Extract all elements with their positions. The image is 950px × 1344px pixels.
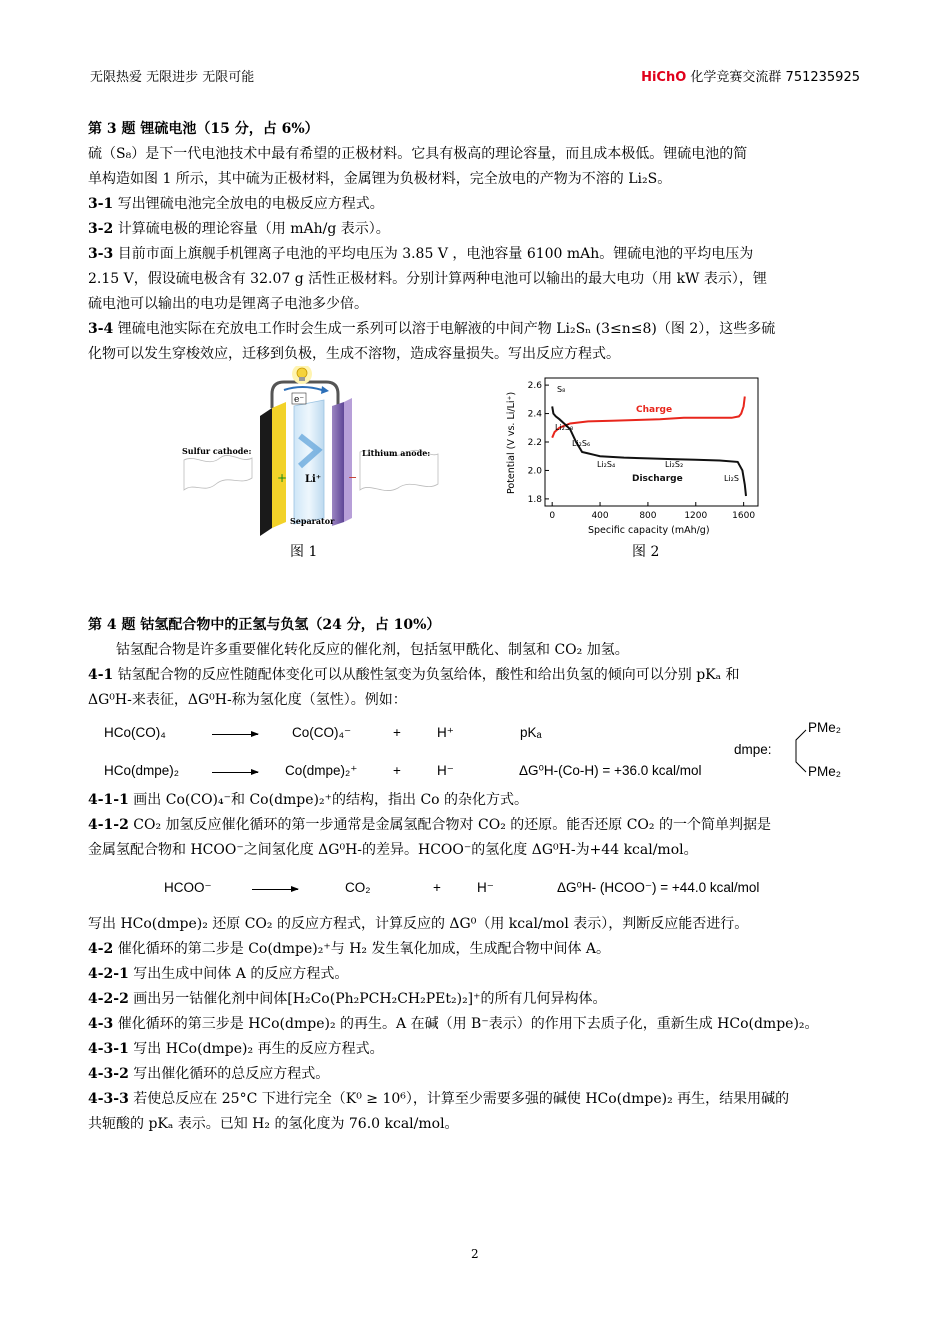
eq3-arrow bbox=[252, 889, 298, 890]
eq1-reactant: HCo(CO)₄ bbox=[104, 725, 166, 740]
x-tick-label: 800 bbox=[639, 511, 657, 521]
q4-3 bbox=[88, 1012, 864, 1037]
q4-3-3-line-2: 共轭酸的 pKₐ 表示。已知 H₂ 的氢化度为 76.0 kcal/mol。 bbox=[88, 1116, 459, 1132]
q4-2-text: 催化循环的第二步是 Co(dmpe)₂⁺与 H₂ 发生氧化加成，生成配合物中间体 A。 bbox=[113, 941, 611, 957]
q4-1-1-label: 4-1-1 bbox=[88, 792, 129, 808]
eq2-reactant: HCo(dmpe)₂ bbox=[104, 763, 180, 778]
chart-y-axis-label: Potential (V vs. Li/Li⁺) bbox=[506, 391, 517, 494]
q4-1-text: 钴氢配合物的反应性随配体变化可以从酸性氢变为负氢给体，酸性和给出负氢的倾向可以分别 pKₐ 和 bbox=[113, 667, 740, 683]
q3-3-line-3: 硫电池可以输出的电功是锂离子电池多少倍。 bbox=[88, 296, 368, 312]
anode-purple-layer bbox=[332, 402, 344, 526]
dmpe-top-group: PMe₂ bbox=[808, 720, 841, 735]
q3-1-label: 3-1 bbox=[88, 196, 114, 212]
q4-2 bbox=[88, 937, 864, 962]
q4-2-1-label: 4-2-1 bbox=[88, 966, 129, 982]
q4-3-2-text: 写出催化循环的总反应方程式。 bbox=[128, 1066, 330, 1082]
q4-3-label: 4-3 bbox=[88, 1016, 114, 1032]
q3-intro-line-1: 硫（S₈）是下一代电池技术中最有希望的正极材料。它具有极高的理论容量，而且成本极低。锂硫电池的简 bbox=[88, 146, 748, 162]
eq2-plus: + bbox=[393, 763, 401, 778]
q3-2-text: 计算硫电极的理论容量（用 mAh/g 表示）。 bbox=[113, 221, 390, 237]
q3-4-text: 锂硫电池实际在充放电工作时会生成一系列可以溶于电解液的中间产物 Li₂Sₙ (3≤n≤8)（图 2），这些多硫 bbox=[113, 321, 776, 337]
eq1-measure: pKₐ bbox=[520, 725, 542, 740]
eq2-product: Co(dmpe)₂⁺ bbox=[285, 763, 358, 778]
q4-1-1 bbox=[88, 788, 864, 813]
question-3 bbox=[88, 117, 864, 367]
eq1-product: Co(CO)₄⁻ bbox=[292, 725, 352, 740]
chart-x-axis-label: Specific capacity (mAh/g) bbox=[588, 525, 710, 536]
q4-2-2 bbox=[88, 987, 864, 1012]
minus-sign: − bbox=[348, 471, 358, 484]
y-tick-label: 2.6 bbox=[527, 381, 542, 392]
eq2-measure: ΔG⁰H-(Co-H) = +36.0 kcal/mol bbox=[519, 763, 702, 778]
species-s8: S₈ bbox=[557, 385, 566, 394]
q3-3-line-1 bbox=[88, 242, 864, 267]
charge-label: Charge bbox=[636, 405, 673, 415]
q3-title: 第 3 题 锂硫电池（15 分，占 6%） bbox=[88, 121, 319, 137]
cathode-black-layer bbox=[260, 408, 272, 536]
q3-3-text: 目前市面上旗舰手机锂离子电池的平均电压为 3.85 V ，电池容量 6100 mAh。锂硫电池的平均电压为 bbox=[113, 246, 754, 262]
species-li2s4: Li₂S₄ bbox=[597, 460, 616, 469]
q4-2-1-text: 写出生成中间体 A 的反应方程式。 bbox=[128, 966, 349, 982]
x-tick-label: 400 bbox=[591, 511, 609, 521]
y-tick-label: 1.8 bbox=[527, 494, 542, 505]
electron-arrow bbox=[284, 387, 322, 390]
eq3-plus: + bbox=[433, 880, 441, 895]
q4-1-line-1 bbox=[88, 663, 864, 688]
q3-4-line-2: 化物可以发生穿梭效应，迁移到负极，生成不溶物，造成容量损失。写出反应方程式。 bbox=[88, 346, 620, 362]
q4-3-3-line-1 bbox=[88, 1087, 864, 1112]
q4-3-text: 催化循环的第三步是 HCo(dmpe)₂ 的再生。A 在碱（用 B⁻表示）的作用下去质子化，重新生成 HCo(dmpe)₂。 bbox=[113, 1016, 819, 1032]
light-bulb bbox=[297, 368, 307, 378]
x-tick-label: 0 bbox=[549, 511, 556, 521]
eq1-plus: + bbox=[393, 725, 401, 740]
q3-2-label: 3-2 bbox=[88, 221, 114, 237]
y-tick-label: 2.0 bbox=[527, 466, 542, 477]
eq2-arrow bbox=[212, 772, 258, 773]
eq2-coproduct: H⁻ bbox=[437, 763, 454, 778]
species-li2s2: Li₂S₂ bbox=[665, 460, 684, 469]
q3-intro-line-2: 单构造如图 1 所示，其中硫为正极材料，金属锂为负极材料，完全放电的产物为不溶的 Li₂S。 bbox=[88, 171, 672, 187]
q4-1-1-text: 画出 Co(CO)₄⁻和 Co(dmpe)₂⁺的结构，指出 Co 的杂化方式。 bbox=[128, 792, 529, 808]
species-li2s8: Li₂S₈ bbox=[555, 423, 574, 432]
question-4-intro bbox=[88, 613, 864, 713]
q4-1-line-2: ΔG⁰H-来表征，ΔG⁰H-称为氢化度（氢性）。例如： bbox=[88, 692, 407, 708]
eq3-reactant: HCOO⁻ bbox=[164, 880, 212, 895]
q4-1-2-line-1 bbox=[88, 813, 864, 838]
figure-1-caption: 图 1 bbox=[290, 544, 318, 560]
q4-3-2-label: 4-3-2 bbox=[88, 1066, 129, 1082]
q4-1-2-text: CO₂ 加氢反应催化循环的第一步通常是金属氢配合物对 CO₂ 的还原。能否还原 CO₂ 的一个简单判据是 bbox=[128, 817, 771, 833]
q4-3-1 bbox=[88, 1037, 864, 1062]
q4-1-label: 4-1 bbox=[88, 667, 114, 683]
eq3-product: CO₂ bbox=[345, 880, 371, 895]
plus-sign: + bbox=[277, 471, 288, 485]
header-brand-line bbox=[641, 66, 860, 85]
q3-2 bbox=[88, 217, 864, 242]
figure-1-cell-diagram bbox=[176, 366, 440, 538]
q4-3-3-label: 4-3-3 bbox=[88, 1091, 129, 1107]
q4-2-2-label: 4-2-2 bbox=[88, 991, 129, 1007]
anode-label: Lithium anode: bbox=[362, 448, 431, 458]
header-motto: 无限热爱 无限进步 无限可能 bbox=[90, 70, 255, 85]
dmpe-label: dmpe: bbox=[734, 742, 772, 757]
species-li2s6: Li₂S₆ bbox=[572, 439, 591, 448]
q4-intro: 钴氢配合物是许多重要催化转化反应的催化剂，包括氢甲酰化、制氢和 CO₂ 加氢。 bbox=[116, 642, 629, 658]
x-tick-label: 1200 bbox=[684, 511, 708, 521]
sketch-outline bbox=[184, 455, 252, 490]
x-tick-label: 1600 bbox=[732, 511, 756, 521]
y-tick-label: 2.4 bbox=[527, 409, 542, 420]
y-tick-label: 2.2 bbox=[527, 438, 542, 448]
question-4-rest bbox=[88, 912, 864, 1137]
eq3-coproduct: H⁻ bbox=[477, 880, 494, 895]
q4-2-2-text: 画出另一钴催化剂中间体[H₂Co(Ph₂PCH₂CH₂PEt₂)₂]⁺的所有几何异构体。 bbox=[128, 991, 607, 1007]
question-4-1-parts bbox=[88, 788, 864, 863]
q3-4-label: 3-4 bbox=[88, 321, 114, 337]
lithium-ion-label: Li⁺ bbox=[305, 474, 322, 485]
separator-label: Separator bbox=[290, 516, 335, 526]
dmpe-bottom-group: PMe₂ bbox=[808, 764, 841, 779]
q4-2-1 bbox=[88, 962, 864, 987]
q4-title: 第 4 题 钴氢配合物中的正氢与负氢（24 分，占 10%） bbox=[88, 617, 441, 633]
q4-2-label: 4-2 bbox=[88, 941, 114, 957]
eq3-measure: ΔG⁰H- (HCOO⁻) = +44.0 kcal/mol bbox=[557, 880, 760, 895]
q4-3-1-label: 4-3-1 bbox=[88, 1041, 129, 1057]
brand-logo-text: HiChO bbox=[641, 70, 687, 85]
q3-3-line-2: 2.15 V，假设硫电极含有 32.07 g 活性正极材料。分别计算两种电池可以输出的最大电功（用 kW 表示），锂 bbox=[88, 271, 767, 287]
dmpe-backbone bbox=[796, 730, 806, 772]
cathode-yellow-layer bbox=[272, 402, 286, 528]
q3-1-text: 写出锂硫电池完全放电的电极反应方程式。 bbox=[113, 196, 384, 212]
cathode-label: Sulfur cathode: bbox=[182, 446, 252, 456]
species-li2s: Li₂S bbox=[724, 474, 739, 483]
q3-1 bbox=[88, 192, 864, 217]
q4-1-2-line-2: 金属氢配合物和 HCOO⁻之间氢化度 ΔG⁰H-的差异。HCOO⁻的氢化度 ΔG⁰H-为+44 kcal/mol。 bbox=[88, 842, 698, 858]
q3-3-label: 3-3 bbox=[88, 246, 114, 262]
electron-arrowhead bbox=[321, 386, 329, 394]
eq1-coproduct: H⁺ bbox=[437, 725, 454, 740]
figure-2-voltage-chart bbox=[500, 372, 764, 538]
electron-label: e⁻ bbox=[294, 395, 305, 405]
figure-2-caption: 图 2 bbox=[632, 544, 660, 560]
q4-3-2 bbox=[88, 1062, 864, 1087]
discharge-label: Discharge bbox=[632, 474, 683, 484]
q3-4-line-1 bbox=[88, 317, 864, 342]
q4-1-2-line-3: 写出 HCo(dmpe)₂ 还原 CO₂ 的反应方程式，计算反应的 ΔG⁰（用 kcal/mol 表示），判断反应能否进行。 bbox=[88, 916, 749, 932]
q4-1-2-label: 4-1-2 bbox=[88, 817, 129, 833]
q4-3-3-text: 若使总反应在 25°C 下进行完全（K⁰ ≥ 10⁶），计算至少需要多强的碱使 HCo(dmpe)₂ 再生，结果用碱的 bbox=[128, 1091, 790, 1107]
page-number: 2 bbox=[471, 1247, 479, 1261]
header-group-number: 化学竞赛交流群 751235925 bbox=[686, 70, 860, 85]
q4-3-1-text: 写出 HCo(dmpe)₂ 再生的反应方程式。 bbox=[128, 1041, 384, 1057]
anode-edge bbox=[344, 398, 352, 522]
eq1-arrow bbox=[212, 734, 258, 735]
